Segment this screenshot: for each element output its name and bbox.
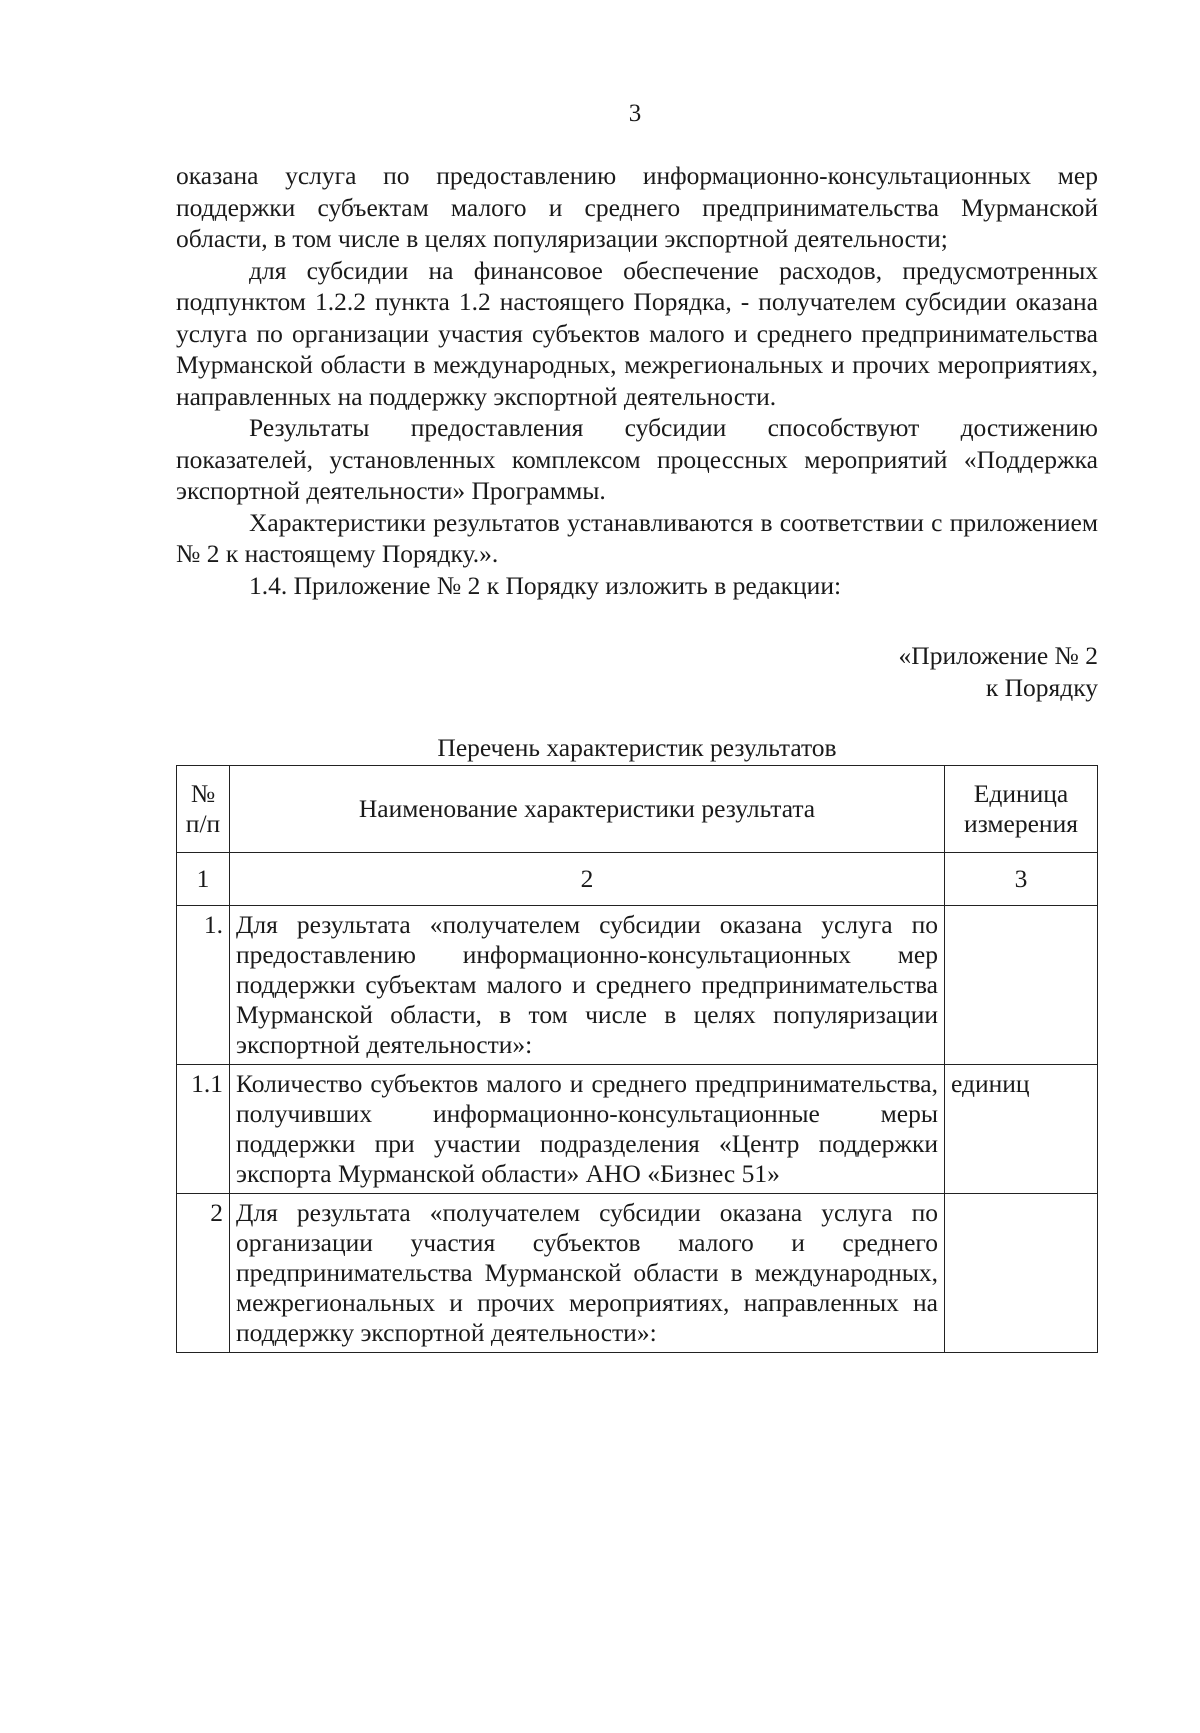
row-num: 1.1 <box>177 1065 230 1194</box>
row-num: 1. <box>177 906 230 1065</box>
header-unit: Единица измерения <box>945 766 1098 853</box>
paragraph: Результаты предоставления субсидии способствуют достижению показателей, установленных комплексом процессных мероприятий «Поддержка экспортной деятельности» Программы. <box>176 413 1098 505</box>
index-cell: 3 <box>945 853 1098 906</box>
appendix-line: «Приложение № 2 <box>898 641 1098 670</box>
paragraph: Характеристики результатов устанавливаются в соответствии с приложением № 2 к настоящему Порядку.». <box>176 507 1098 568</box>
row-name: Для результата «получателем субсидии оказана услуга по организации участия субъектов малого и среднего предпринимательства Мурманской области в международных, межрегиональных и прочих мероприятиях, направленных на поддержку экспортной деятельности»: <box>230 1194 945 1353</box>
table-title: Перечень характеристик результатов <box>437 733 837 762</box>
table-index-row <box>177 853 1098 906</box>
row-name: Для результата «получателем субсидии оказана услуга по предоставлению информационно-консультационных мер поддержки субъектам малого и среднего предпринимательства Мурманской области, в том числе в целях популяризации экспортной деятельности»: <box>230 906 945 1065</box>
row-unit <box>945 1194 1098 1353</box>
body-text <box>176 160 1098 601</box>
row-unit: единиц <box>945 1065 1098 1194</box>
table-row <box>177 906 1098 1065</box>
page-number: 3 <box>628 100 642 127</box>
appendix-line: к Порядку <box>985 672 1098 702</box>
paragraph: 1.4. Приложение № 2 к Порядку изложить в редакции: <box>249 570 842 600</box>
header-name: Наименование характеристики результата <box>230 766 945 853</box>
table-header-row <box>177 766 1098 853</box>
row-unit <box>945 906 1098 1065</box>
row-name: Количество субъектов малого и среднего предпринимательства, получивших информационно-консультационные меры поддержки при участии подразделения «Центр поддержки экспорта Мурманской области» АНО «Бизнес 51» <box>230 1065 945 1194</box>
index-cell: 2 <box>230 853 945 906</box>
table-row <box>177 1065 1098 1194</box>
results-table <box>176 765 1098 1353</box>
paragraph: для субсидии на финансовое обеспечение расходов, предусмотренных подпунктом 1.2.2 пункта 1.2 настоящего Порядка, - получателем субсидии оказана услуга по организации участия субъектов малого и среднего предпринимательства Мурманской области в международных, межрегиональных и прочих мероприятиях, направленных на поддержку экспортной деятельности. <box>176 255 1098 411</box>
appendix-caption <box>899 640 1098 703</box>
row-num: 2 <box>177 1194 230 1353</box>
table-row <box>177 1194 1098 1353</box>
paragraph: оказана услуга по предоставлению информационно-консультационных мер поддержки субъектам малого и среднего предпринимательства Мурманской области, в том числе в целях популяризации экспортной деятельности; <box>176 161 1098 253</box>
index-cell: 1 <box>177 853 230 906</box>
header-num: № п/п <box>177 766 230 853</box>
